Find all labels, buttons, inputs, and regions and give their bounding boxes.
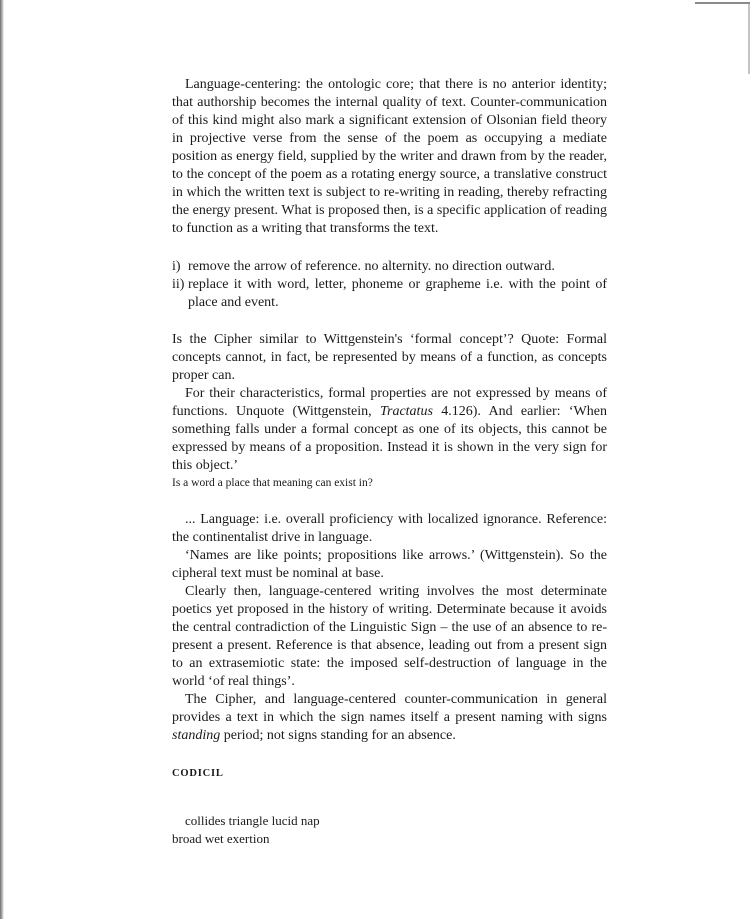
numbered-list [172, 258, 607, 312]
italic-word: standing [172, 728, 221, 743]
word-place-question: Is a word a place that meaning can exist in? [172, 477, 373, 489]
italic-title: Tractatus [379, 404, 433, 419]
language-section [172, 511, 607, 745]
paragraph-cipher-text: The Cipher, and language-centered counter-communication in general provides a text in which the sign names itself a present naming with signs standing period; not signs standing for an absence. [172, 692, 607, 743]
poem-line: collides triangle lucid nap [185, 813, 320, 828]
scan-edge-top [695, 2, 750, 4]
codicil-poem [172, 812, 607, 848]
wittgenstein-section [172, 331, 607, 475]
list-item-text: replace it with word, letter, phoneme or grapheme i.e. with the point of place and event. [188, 277, 607, 310]
paragraph-determinate-poetics: Clearly then, language-centered writing involves the most determinate poetics yet proposed in the history of writing. Determinate because it avoids the central contradiction of the Linguistic Sign – the use of an absence to re-present a present. Reference is that absence, leading out from a present sign to an extrasemiotic state: the imposed self-destruction of language in the world ‘of real things’. [172, 584, 607, 689]
paragraph-cipher-question: Is the Cipher similar to Wittgenstein's ‘formal concept’? Quote: Formal concepts cannot, in fact, be represented by means of a function, as concepts proper can. [172, 332, 607, 383]
page-body [172, 76, 607, 848]
codicil-heading: CODICIL [172, 768, 224, 779]
scan-edge-left [0, 0, 4, 919]
list-item [172, 276, 607, 312]
paragraph-language: ... Language: i.e. overall proficiency with localized ignorance. Reference: the continentalist drive in language. [172, 512, 607, 545]
list-item-number: ii) [172, 277, 185, 292]
paragraph-formal-properties: For their characteristics, formal properties are not expressed by means of functions. Unquote (Wittgenstein, Tractatus 4.126). And earlier: ‘When something falls under a formal concept as one of its objects, this cannot be expressed by means of a proposition. Instead it is shown in the very sign for this object.’ [172, 386, 607, 473]
paragraph-names-points: ‘Names are like points; propositions like arrows.’ (Wittgenstein). So the cipheral text must be nominal at base. [172, 548, 607, 581]
paragraph-language-centering: Language-centering: the ontologic core; that there is no anterior identity; that authorship becomes the internal quality of text. Counter-communication of this kind might also mark a significant extension of Olsonian field theory in projective verse from the sense of the poem as occupying a mediate position as energy field, supplied by the writer and drawn from by the reader, to the concept of the poem as a rotating energy source, a translative construct in which the written text is subject to re-writing in reading, thereby refracting the energy present. What is proposed then, is a specific application of reading to function as a writing that transforms the text. [172, 77, 607, 236]
poem-line: broad wet exertion [172, 831, 270, 846]
list-item-number: i) [172, 259, 181, 274]
list-item [172, 258, 607, 276]
list-item-text: remove the arrow of reference. no alternity. no direction outward. [188, 259, 555, 274]
